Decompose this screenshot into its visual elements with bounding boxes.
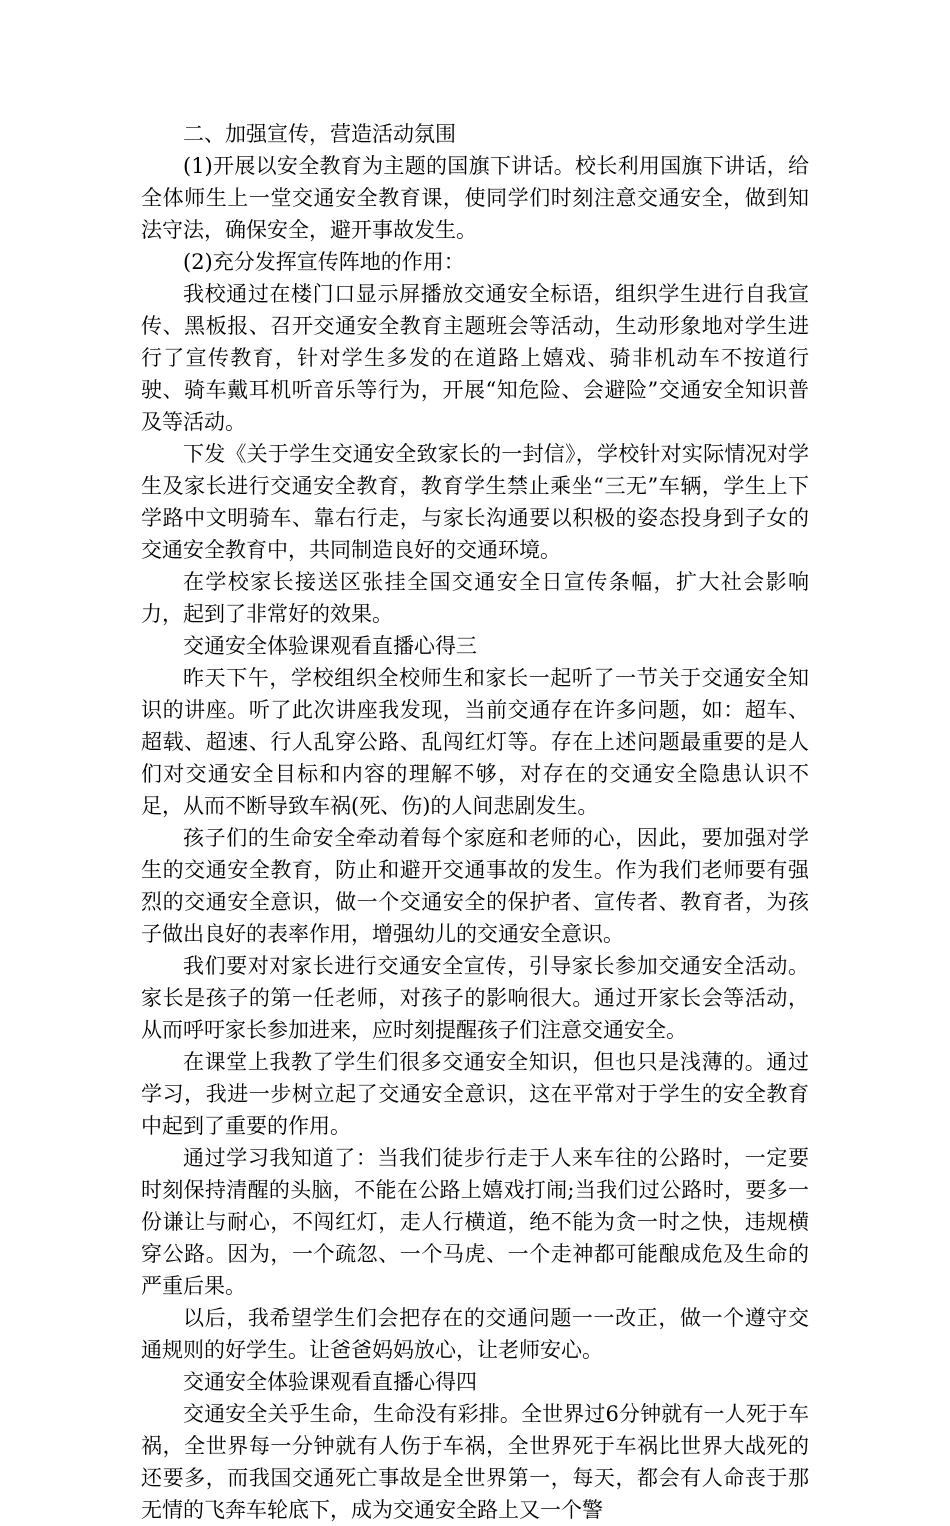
section-heading-publicity: 二、加强宣传，营造活动氛围	[183, 122, 456, 146]
paragraph-lecture: 昨天下午，学校组织全校师生和家长一起听了一节关于交通安全知识的讲座。听了此次讲座我发现，当前交通存在许多问题，如：超车、超载、超速、行人乱穿公路、乱闯红灯等。存在上述问题最重要的是人们对交通安全目标和内容的理解不够，对存在的交通安全隐患认识不足，从而不断导致车祸(死、伤)的人间悲剧发生。	[141, 666, 809, 818]
section-heading-experience-four: 交通安全体验课观看直播心得四	[183, 1370, 477, 1394]
paragraph-classroom: 在课堂上我教了学生们很多交通安全知识，但也只是浅薄的。通过学习，我进一步树立起了交通安全意识，这在平常对于学生的安全教育中起到了重要的作用。	[141, 1050, 809, 1138]
document-page	[141, 118, 809, 1526]
paragraph-learning: 通过学习我知道了：当我们徒步行走于人来车往的公路时，一定要时刻保持清醒的头脑，不能在公路上嬉戏打闹;当我们过公路时，要多一份谦让与耐心，不闯红灯，走人行横道，绝不能为贪一时之快，违规横穿公路。因为，一个疏忽、一个马虎、一个走神都可能酿成危及生命的严重后果。	[141, 1146, 809, 1298]
paragraph-school-publicity: 我校通过在楼门口显示屏播放交通安全标语，组织学生进行自我宣传、黑板报、召开交通安全教育主题班会等活动，生动形象地对学生进行了宣传教育，针对学生多发的在道路上嬉戏、骑非机动车不按道行驶、骑车戴耳机听音乐等行为，开展“知危险、会避险”交通安全知识普及等活动。	[141, 282, 809, 434]
paragraph-child-safety: 孩子们的生命安全牵动着每个家庭和老师的心，因此，要加强对学生的交通安全教育，防止和避开交通事故的发生。作为我们老师要有强烈的交通安全意识，做一个交通安全的保护者、宣传者、教育者，为孩子做出良好的表率作用，增强幼儿的交通安全意识。	[141, 826, 809, 946]
section-heading-experience-three: 交通安全体验课观看直播心得三	[183, 634, 477, 658]
paragraph-banner: 在学校家长接送区张挂全国交通安全日宣传条幅，扩大社会影响力，起到了非常好的效果。	[141, 570, 809, 626]
paragraph-flag-speech: (1)开展以安全教育为主题的国旗下讲话。校长利用国旗下讲话，给全体师生上一堂交通安全教育课，使同学们时刻注意交通安全，做到知法守法，确保安全，避开事故发生。	[141, 154, 809, 242]
paragraph-parent-letter: 下发《关于学生交通安全致家长的一封信》，学校针对实际情况对学生及家长进行交通安全教育，教育学生禁止乘坐“三无”车辆，学生上下学路中文明骑车、靠右行走，与家长沟通要以积极的姿态投身到子女的交通安全教育中，共同制造良好的交通环境。	[141, 442, 809, 562]
paragraph-parent-publicity: 我们要对对家长进行交通安全宣传，引导家长参加交通安全活动。家长是孩子的第一任老师，对孩子的影响很大。通过开家长会等活动，从而呼吁家长参加进来，应时刻提醒孩子们注意交通安全。	[141, 954, 809, 1042]
paragraph-life: 交通安全关乎生命，生命没有彩排。全世界过6分钟就有一人死于车祸，全世界每一分钟就有人伤于车祸，全世界死于车祸比世界大战死的还要多，而我国交通死亡事故是全世界第一，每天，都会有人命丧于那无情的飞奔车轮底下，成为交通安全路上又一个警	[141, 1402, 809, 1522]
paragraph-hope: 以后，我希望学生们会把存在的交通问题一一改正，做一个遵守交通规则的好学生。让爸爸妈妈放心，让老师安心。	[141, 1306, 809, 1362]
paragraph-publicity-position: (2)充分发挥宣传阵地的作用：	[183, 250, 465, 274]
